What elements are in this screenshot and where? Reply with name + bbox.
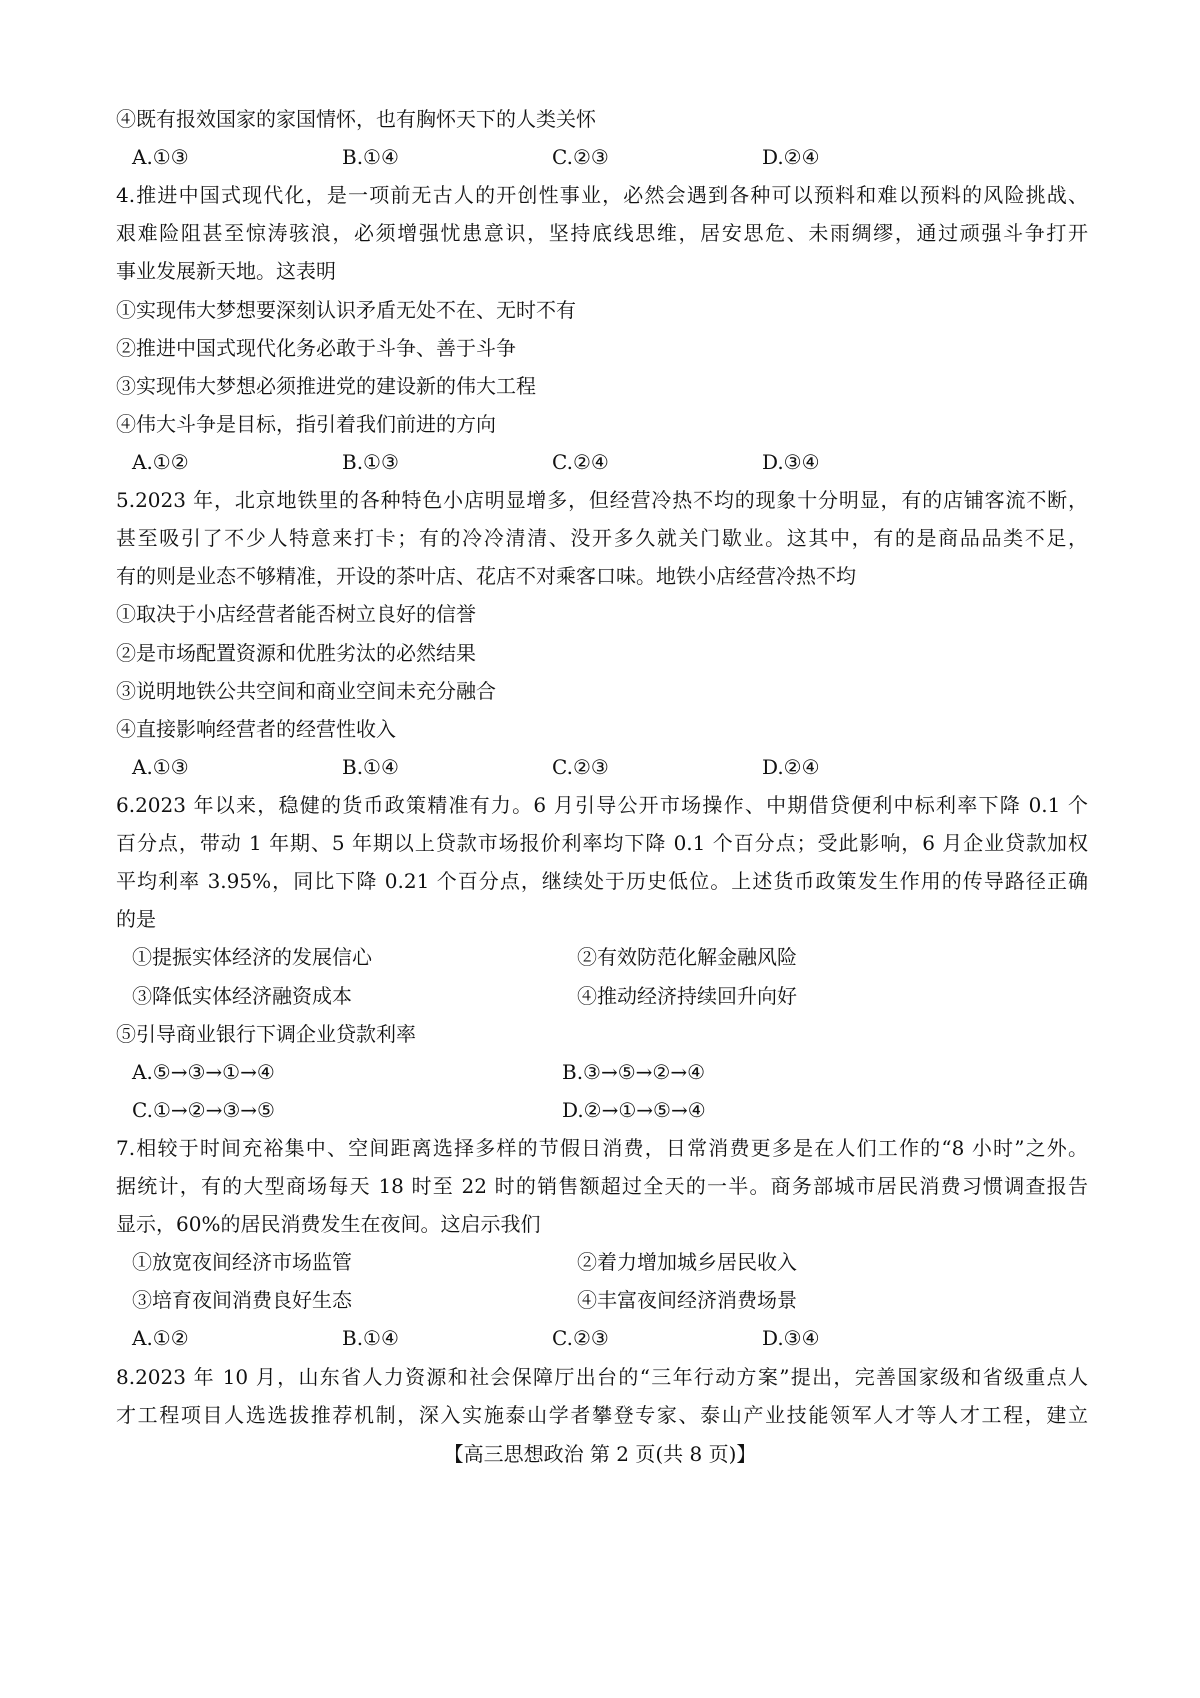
q7-option-a: A.①② <box>132 1326 189 1350</box>
q7-stem-line-2: 据统计，有的大型商场每天 18 时至 22 时的销售额超过全天的一半。商务部城市居民消费习惯调查报告 <box>116 1174 1088 1198</box>
q8-stem-line-2: 才工程项目人选选拔推荐机制，深入实施泰山学者攀登专家、泰山产业技能领军人才等人才工程，建立 <box>116 1403 1088 1427</box>
q4-item-1: ①实现伟大梦想要深刻认识矛盾无处不在、无时不有 <box>116 298 576 322</box>
q6-option-b: B.③→⑤→②→④ <box>562 1060 706 1084</box>
q7-option-b: B.①④ <box>342 1326 399 1350</box>
q6-item-4: ④推动经济持续回升向好 <box>577 984 797 1008</box>
q6-item-2: ②有效防范化解金融风险 <box>577 945 797 969</box>
q5-options <box>132 754 1092 780</box>
q4-item-2: ②推进中国式现代化务必敢于斗争、善于斗争 <box>116 336 516 360</box>
q4-stem-line-3: 事业发展新天地。这表明 <box>116 259 336 283</box>
q8-stem-line-1: 8.2023 年 10 月，山东省人力资源和社会保障厅出台的“三年行动方案”提出，完善国家级和省级重点人 <box>116 1365 1088 1389</box>
q7-item-4: ④丰富夜间经济消费场景 <box>577 1288 797 1312</box>
q6-items-row-1 <box>132 944 1092 970</box>
q6-items-row-2 <box>132 983 1092 1009</box>
q4-stem-line-1: 4.推进中国式现代化，是一项前无古人的开创性事业，必然会遇到各种可以预料和难以预料的风险挑战、 <box>116 183 1088 207</box>
q7-stem-line-3: 显示，60%的居民消费发生在夜间。这启示我们 <box>116 1212 541 1236</box>
q4-option-b: B.①③ <box>342 450 399 474</box>
q5-item-1: ①取决于小店经营者能否树立良好的信誉 <box>116 602 476 626</box>
q4-options <box>132 449 1092 475</box>
q5-stem-line-3: 有的则是业态不够精准，开设的茶叶店、花店不对乘客口味。地铁小店经营冷热不均 <box>116 564 856 588</box>
q6-item-1: ①提振实体经济的发展信心 <box>132 945 372 969</box>
q3-options <box>132 144 1092 170</box>
q7-item-2: ②着力增加城乡居民收入 <box>577 1250 797 1274</box>
q7-items-row-1 <box>132 1249 1092 1275</box>
q7-item-1: ①放宽夜间经济市场监管 <box>132 1250 352 1274</box>
q7-stem-line-1: 7.相较于时间充裕集中、空间距离选择多样的节假日消费，日常消费更多是在人们工作的“8 小时”之外。 <box>116 1136 1088 1160</box>
q6-stem-line-3: 平均利率 3.95%，同比下降 0.21 个百分点，继续处于历史低位。上述货币政策发生作用的传导路径正确 <box>116 869 1088 893</box>
q6-option-d: D.②→①→⑤→④ <box>562 1098 706 1122</box>
q4-option-c: C.②④ <box>552 450 609 474</box>
q4-stem-line-2: 艰难险阻甚至惊涛骇浪，必须增强忧患意识，坚持底线思维，居安思危、未雨绸缪，通过顽强斗争打开 <box>116 221 1088 245</box>
q6-options-row-1 <box>132 1059 1092 1085</box>
q5-item-2: ②是市场配置资源和优胜劣汰的必然结果 <box>116 641 476 665</box>
q6-options-row-2 <box>132 1097 1092 1123</box>
q3-item-4: ④既有报效国家的家国情怀，也有胸怀天下的人类关怀 <box>116 107 596 131</box>
q5-option-c: C.②③ <box>552 755 609 779</box>
q6-option-c: C.①→②→③→⑤ <box>132 1098 275 1122</box>
q6-stem-line-2: 百分点，带动 1 年期、5 年期以上贷款市场报价利率均下降 0.1 个百分点；受此影响，6 月企业贷款加权 <box>116 831 1088 855</box>
q4-option-d: D.③④ <box>762 450 820 474</box>
q7-option-d: D.③④ <box>762 1326 820 1350</box>
q4-item-4: ④伟大斗争是目标，指引着我们前进的方向 <box>116 412 496 436</box>
q5-stem-line-1: 5.2023 年，北京地铁里的各种特色小店明显增多，但经营冷热不均的现象十分明显，有的店铺客流不断， <box>116 488 1088 512</box>
q5-item-4: ④直接影响经营者的经营性收入 <box>116 717 396 741</box>
q3-option-a: A.①③ <box>132 145 189 169</box>
q7-options <box>132 1325 1092 1351</box>
q7-items-row-2 <box>132 1287 1092 1313</box>
q5-item-3: ③说明地铁公共空间和商业空间未充分融合 <box>116 679 496 703</box>
q3-option-d: D.②④ <box>762 145 820 169</box>
q3-option-b: B.①④ <box>342 145 399 169</box>
q7-item-3: ③培育夜间消费良好生态 <box>132 1288 352 1312</box>
q3-option-c: C.②③ <box>552 145 609 169</box>
q5-stem-line-2: 甚至吸引了不少人特意来打卡；有的冷冷清清、没开多久就关门歇业。这其中，有的是商品品类不足， <box>116 526 1088 550</box>
q6-item-5: ⑤引导商业银行下调企业贷款利率 <box>116 1022 416 1046</box>
q5-option-d: D.②④ <box>762 755 820 779</box>
q6-stem-line-4: 的是 <box>116 907 156 931</box>
q7-option-c: C.②③ <box>552 1326 609 1350</box>
q6-option-a: A.⑤→③→①→④ <box>132 1060 275 1084</box>
q4-item-3: ③实现伟大梦想必须推进党的建设新的伟大工程 <box>116 374 536 398</box>
q6-stem-line-1: 6.2023 年以来，稳健的货币政策精准有力。6 月引导公开市场操作、中期借贷便利中标利率下降 0.1 个 <box>116 793 1088 817</box>
page-footer: 【高三思想政治 第 2 页(共 8 页)】 <box>443 1442 757 1466</box>
q6-item-3: ③降低实体经济融资成本 <box>132 984 352 1008</box>
q5-option-b: B.①④ <box>342 755 399 779</box>
q5-option-a: A.①③ <box>132 755 189 779</box>
q4-option-a: A.①② <box>132 450 189 474</box>
